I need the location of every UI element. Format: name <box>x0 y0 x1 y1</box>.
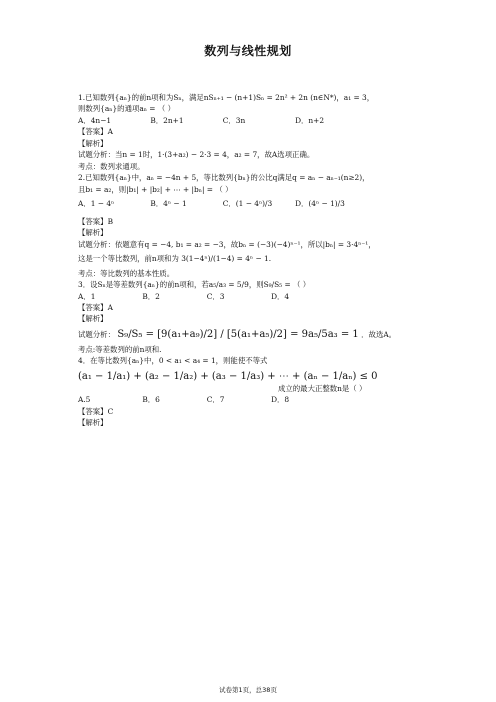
q4-options <box>78 394 438 405</box>
q4-analysis-label: 【解析】 <box>78 418 108 428</box>
q4-option-c: C．7 <box>206 395 225 405</box>
q1-answer: 【答案】A <box>78 127 113 137</box>
q1-option-a: A．4n−1 <box>78 115 112 125</box>
q3-analysis <box>78 328 438 341</box>
q2-option-b: B．4ⁿ − 1 <box>150 199 187 209</box>
q2-option-c: C．(1 − 4ⁿ)/3 <box>222 199 273 209</box>
page-footer: 试卷第1页，总38页 <box>219 686 277 694</box>
q1-analysis: 试题分析：当n = 1时，1·(3+a₂) − 2·3 = 4，a₂ = 7，故A选项正确。 <box>78 150 315 160</box>
q4-answer: 【答案】C <box>78 406 114 416</box>
q3-option-b: B．2 <box>142 291 160 301</box>
q4-inequality: (a₁ − 1/a₁) + (a₂ − 1/a₂) + (a₃ − 1/a₃) + ⋯ + (aₙ − 1/aₙ) ≤ 0 <box>78 370 378 382</box>
q3-analysis-formula: S₉/S₅ = [9(a₁+a₉)/2] / [5(a₁+a₅)/2] = 9a₅/5a₃ = 1 <box>117 328 359 340</box>
q1-option-c: C．3n <box>222 115 246 125</box>
q2-stem: 2.已知数列{aₙ}中，aₙ = −4n + 5，等比数列{bₙ}的公比q满足q = aₙ − aₙ₋₁(n≥2)， <box>78 173 370 183</box>
q1-option-d: D．n+2 <box>295 115 325 125</box>
q3-option-d: D．4 <box>271 291 290 301</box>
q3-option-a: A．1 <box>78 291 96 301</box>
document-body <box>78 92 438 429</box>
q3-option-c: C．3 <box>206 291 225 301</box>
q2-stem-2: 且b₁ = a₂，则|b₁| + |b₂| + ⋯ + |bₙ| = （ ） <box>78 184 233 194</box>
q1-stem-2: 则数列{aₙ}的通项aₙ = （ ） <box>78 104 175 114</box>
q2-analysis: 试题分析：依题意有q = −4, b₁ = a₂ = −3，故bₙ = (−3)(−4)ⁿ⁻¹，所以|bₙ| = 3·4ⁿ⁻¹， <box>78 239 376 249</box>
page-title: 数列与线性规划 <box>204 44 292 58</box>
q2-option-a: A．1 − 4ⁿ <box>78 199 115 209</box>
q3-analysis-post: ．故选A。 <box>361 329 397 339</box>
q2-point: 考点：等比数列的基本性质。 <box>78 268 175 278</box>
q3-answer: 【答案】A <box>78 302 113 312</box>
q4-inequality-row <box>78 370 438 383</box>
q4-stem-2: 成立的最大正整数n是（ ） <box>278 383 367 393</box>
q4-stem: 4．在等比数列{aₙ}中，0 < a₁ < a₄ = 1，则能使不等式 <box>78 356 268 366</box>
q2-answer: 【答案】B <box>78 216 113 226</box>
q2-analysis-2: 这是一个等比数列，前n项和为 3(1−4ⁿ)/(1−4) = 4ⁿ − 1. <box>78 254 272 264</box>
q1-option-b: B．2n+1 <box>150 115 184 125</box>
q4-option-d: D．8 <box>271 395 290 405</box>
q2-analysis-label: 【解析】 <box>78 228 108 238</box>
q2-option-d: D．(4ⁿ − 1)/3 <box>295 199 345 209</box>
q3-point: 考点:等差数列的前n项和. <box>78 344 162 354</box>
q1-options <box>78 115 438 126</box>
q4-option-a: A.5 <box>78 395 91 405</box>
q3-analysis-label: 【解析】 <box>78 314 108 324</box>
q1-stem: 1.已知数列{aₙ}的前n项和为Sₙ，满足nSₙ₊₁ − (n+1)Sₙ = 2n² + 2n (n∈N*)，a₁ = 3， <box>78 93 375 102</box>
q2-options <box>78 198 438 209</box>
q4-option-b: B．6 <box>142 395 160 405</box>
q3-options <box>78 291 438 302</box>
q3-stem: 3．设Sₙ是等差数列{aₙ}的前n项和，若a₅/a₃ = 5/9，则S₉/S₅ = （ ） <box>78 280 311 290</box>
q3-analysis-pre: 试题分析： <box>78 329 115 339</box>
q1-point: 考点：数列求通项。 <box>78 161 145 171</box>
q1-analysis-label: 【解析】 <box>78 138 108 148</box>
